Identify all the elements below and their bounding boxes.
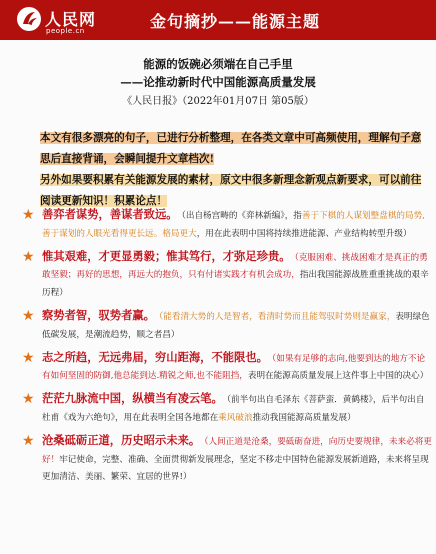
quote-explanation: 推动我国能源高质量发展） (252, 412, 356, 423)
quote-item (12, 248, 432, 303)
quote-text: 志之所趋，无远弗届，穷山距海，不能限也。 (42, 349, 268, 364)
quote-text: 善弈者谋势，善谋者致远。 (42, 207, 178, 221)
logo-wordmark: 人民网 (45, 10, 97, 29)
people-daily-logo[interactable] (16, 6, 116, 36)
quote-explanation: （如果有足够的志向,他要到达的地方不论有如何坚固的防御,他总能到达.精锐之师,也不能阻挡， (42, 353, 426, 382)
star-icon: ★ (22, 207, 35, 223)
star-icon: ★ (22, 432, 35, 449)
star-icon: ★ (22, 248, 35, 265)
quote-explanation: 表明绿色低碳发展，是潮流趋势，顺之者昌） (42, 311, 430, 340)
quote-explanation: （前半句出自毛泽东《菩萨蛮．黄鹤楼》，后半句出自杜甫《戏为六绝句》，用在此表明全国各地都在 (42, 395, 425, 423)
quote-explanation: 乘风破浪 (218, 412, 253, 423)
quote-explanation: 指出我国能源战胜重重挑战的艰辛历程） (42, 270, 429, 299)
star-icon: ★ (22, 391, 35, 408)
top-bar (0, 0, 436, 40)
quote-explanation: （能看清大势的人是智者，看清时势而且能驾驭时势则是赢家， (158, 311, 396, 322)
people-daily-logo-icon (16, 6, 42, 32)
quote-explanation: （克服困难、挑战困难才是真正的勇敢坚毅；再好的思想，再远大的抱负，只有付诸实践才有机会成功， (42, 252, 428, 281)
quote-explanation: 表明在能源高质量发展上这件事上中国的决心） (247, 371, 429, 382)
article-source: 《人民日报》（2022年01月07日 第05版） (122, 96, 314, 107)
quote-explanation: 牢记使命，完整、准确、全面贯彻新发展理念，坚定不移走中国特色能源发展新道路，未来将呈现更加清洁、美丽、繁荣、宜居的世界!） (42, 454, 429, 483)
star-icon: ★ (22, 349, 35, 366)
quote-item (12, 432, 432, 487)
page-title: 金句摘抄——能源主题 (150, 12, 321, 31)
quote-list (12, 206, 432, 491)
quote-item (12, 206, 432, 244)
quote-explanation: 善于下棋的人谋划整盘棋的局势,善于谋划的人眼光看得更长远。格局更大 (42, 211, 425, 239)
quote-text: 惟其艰难，才更显勇毅；惟其笃行，才弥足珍贵。 (42, 248, 291, 263)
article-subtitle: ——论推动新时代中国能源高质量发展 (120, 75, 316, 89)
quote-text: 沧桑砥砺正道，历史昭示未来。 (42, 432, 201, 447)
quote-item (12, 390, 432, 428)
quote-explanation: （人间正道是沧桑，要砥砺奋进，向历史要规律，未来必将更好！ (42, 436, 432, 465)
quote-item (12, 349, 432, 387)
content-card (0, 40, 436, 554)
intro-paragraph-1: 本文有很多漂亮的句子，已进行分析整理，在各类文章中可高频使用，理解句子意思后直接背诵，会瞬间提升文章档次! (40, 132, 422, 165)
logo-domain: people.cn (46, 27, 85, 35)
intro-paragraph-2: 另外如果要积累有关能源发展的素材，原文中很多新理念新观点新要求，可以前往阅读更新知识！积累论点！ (40, 174, 422, 207)
quote-text: 茫茫九脉流中国，纵横当有凌云笔。 (42, 391, 223, 406)
star-icon: ★ (22, 307, 35, 324)
article-title: 能源的饭碗必须端在自己手里 (143, 57, 293, 71)
quote-explanation: ，用在此表明中国将持续推进能源、产业结构转型升级） (196, 228, 412, 239)
intro-notes (40, 128, 422, 212)
quote-explanation: （出自杨宫畴的《弈林新编》，指 (181, 211, 302, 221)
quote-text: 察势者智，驭势者赢。 (42, 307, 155, 322)
quote-item (12, 307, 432, 345)
